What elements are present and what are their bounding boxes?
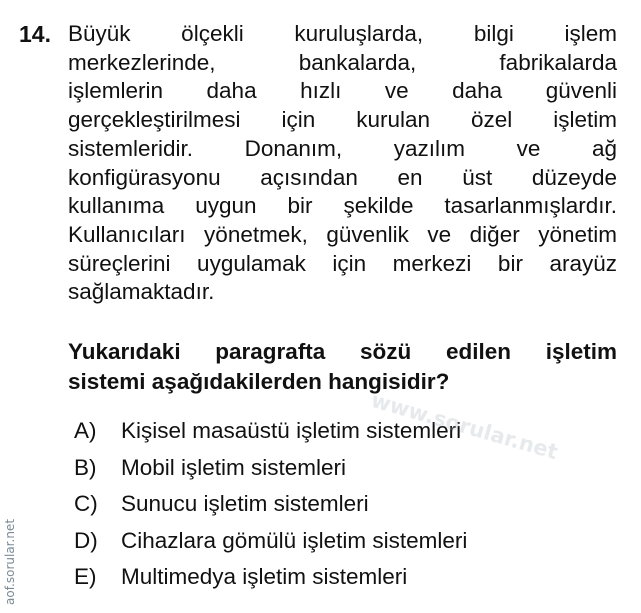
option-text: Mobil işletim sistemleri: [121, 454, 347, 480]
option-letter: D): [74, 527, 98, 553]
center-watermark: www.sorular.net: [368, 388, 561, 465]
passage-line: kullanıma uygun bir şekilde tasarlanmışlardır.: [68, 193, 617, 219]
option-text: Kişisel masaüstü işletim sistemleri: [121, 418, 462, 443]
answer-options: [74, 413, 467, 596]
option-letter: B): [74, 454, 97, 480]
question-passage: [68, 20, 617, 307]
option-e[interactable]: [74, 559, 467, 596]
passage-line: sağlamaktadır.: [68, 279, 215, 305]
prompt-line: sistemi aşağıdakilerden hangisidir?: [68, 369, 450, 394]
passage-line: merkezlerinde, bankalarda, fabrikalarda: [68, 49, 617, 75]
option-b[interactable]: [74, 450, 467, 487]
question-number: 14.: [19, 21, 51, 47]
option-text: Multimedya işletim sistemleri: [121, 564, 408, 589]
question-prompt: [68, 337, 617, 397]
passage-line: Kullanıcıları yönetmek, güvenlik ve diğer yönetim: [68, 221, 617, 247]
option-c[interactable]: [74, 486, 467, 523]
passage-line: konfigürasyonu açısından en üst düzeyde: [68, 164, 617, 190]
passage-line: Büyük ölçekli kuruluşlarda, bilgi işlem: [68, 21, 617, 46]
option-letter: A): [74, 418, 97, 443]
option-text: Sunucu işletim sistemleri: [121, 491, 369, 516]
passage-line: işlemlerin daha hızlı ve daha güvenli: [68, 78, 617, 104]
option-text: Cihazlara gömülü işletim sistemleri: [121, 527, 468, 553]
option-d[interactable]: [74, 523, 467, 560]
option-letter: E): [74, 564, 97, 589]
option-letter: C): [74, 491, 98, 516]
passage-line: sistemleridir. Donanım, yazılım ve ağ: [68, 135, 617, 161]
side-watermark: aof.sorular.net: [3, 518, 17, 605]
passage-line: süreçlerini uygulamak için merkezi bir arayüz: [68, 250, 617, 276]
passage-line: gerçekleştirilmesi için kurulan özel işletim: [68, 107, 617, 133]
prompt-line: Yukarıdaki paragrafta sözü edilen işletim: [68, 339, 617, 364]
